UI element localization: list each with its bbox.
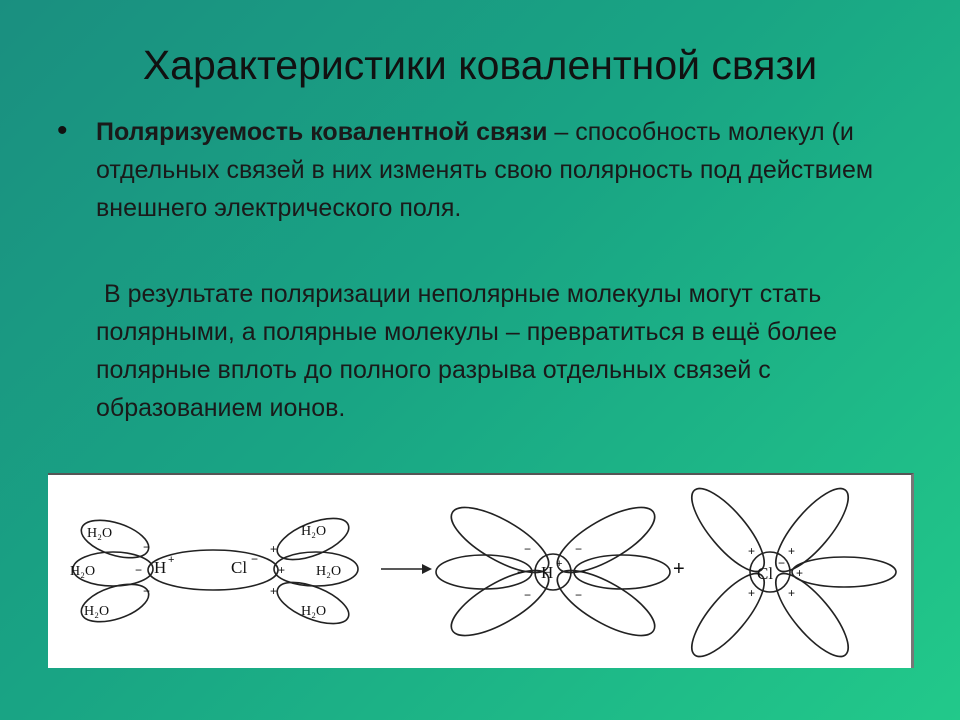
minus-sign: − bbox=[778, 556, 786, 570]
plus-sign: + bbox=[788, 544, 796, 558]
polarization-diagram bbox=[48, 473, 914, 668]
chlorine-label: Cl bbox=[757, 564, 774, 583]
water-petal bbox=[272, 510, 354, 568]
petal bbox=[574, 555, 670, 589]
petal bbox=[548, 558, 663, 648]
water-label: H₂O bbox=[301, 524, 327, 539]
reaction-arrow-head bbox=[422, 564, 432, 574]
minus-sign: − bbox=[517, 565, 525, 579]
minus-sign: − bbox=[575, 588, 583, 602]
plus-sign: + bbox=[270, 542, 278, 556]
plus-sign: + bbox=[796, 566, 804, 580]
water-label: H₂O bbox=[301, 604, 327, 619]
minus-sign: − bbox=[143, 584, 151, 598]
minus-sign: − bbox=[524, 588, 532, 602]
minus-sign: − bbox=[135, 563, 143, 577]
minus-sign: − bbox=[143, 540, 151, 554]
water-label: H₂O bbox=[316, 564, 342, 579]
minus-sign: − bbox=[251, 552, 259, 566]
plus-sign: + bbox=[556, 558, 563, 570]
minus-sign: − bbox=[579, 565, 587, 579]
minus-sign: − bbox=[575, 542, 583, 556]
join-plus: + bbox=[673, 558, 685, 580]
polarization-diagram-svg bbox=[48, 475, 911, 668]
plus-sign: + bbox=[748, 586, 756, 600]
hydrogen-label: H bbox=[541, 563, 554, 582]
definition-text: – способность молекул (и отдельных связей в них изменять свою полярность под действием внешнего электрического поля. bbox=[96, 118, 874, 222]
slide-title: Характеристики ковалентной связи bbox=[142, 42, 818, 88]
definition-paragraph bbox=[96, 113, 896, 227]
chlorine-label: Cl bbox=[231, 558, 248, 577]
term-label: Поляризуемость ковалентной связи bbox=[96, 118, 548, 146]
water-label: H₂O bbox=[84, 604, 110, 619]
explanation-text: В результате поляризации неполярные молекулы могут стать полярными, а полярные молекулы – превратиться в ещё более полярные вплоть до полного разрыва отдельных связей с образованием ионов. bbox=[96, 280, 838, 422]
explanation-paragraph bbox=[96, 275, 896, 427]
plus-sign: + bbox=[278, 563, 286, 577]
petal bbox=[792, 557, 896, 587]
plus-sign: + bbox=[788, 586, 796, 600]
water-petal bbox=[77, 577, 153, 629]
plus-sign: + bbox=[270, 584, 278, 598]
minus-sign: − bbox=[524, 542, 532, 556]
petal bbox=[765, 564, 859, 667]
bullet-dot: • bbox=[57, 114, 68, 147]
water-label: H₂O bbox=[70, 564, 96, 579]
hydrogen-label: H bbox=[154, 558, 167, 577]
plus-sign: + bbox=[168, 554, 175, 566]
water-label: H₂O bbox=[87, 526, 113, 541]
plus-sign: + bbox=[748, 544, 756, 558]
